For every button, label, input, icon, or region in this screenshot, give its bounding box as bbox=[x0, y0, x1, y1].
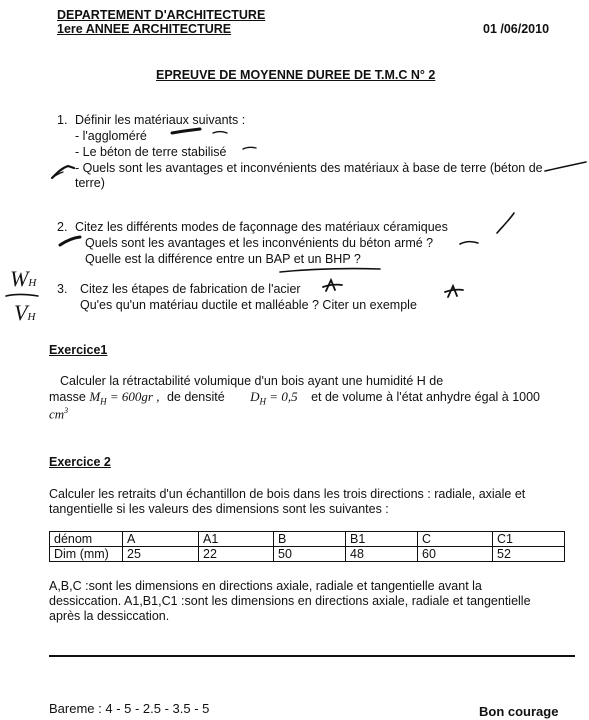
volume-unit: $cm^3$ bbox=[49, 406, 69, 422]
table-cell: A1 bbox=[199, 532, 274, 547]
question-number: 2. bbox=[57, 220, 68, 234]
pen-stroke bbox=[445, 286, 463, 297]
exercise-2-note-line: dessiccation. A1,B1,C1 :sont les dimensions en directions axiale, radiale et tangentielle bbox=[49, 594, 531, 608]
table-cell: B bbox=[274, 532, 346, 547]
table-cell: C1 bbox=[493, 532, 565, 547]
table-cell: Dim (mm) bbox=[50, 547, 123, 562]
pen-stroke bbox=[497, 213, 514, 233]
table-cell: B1 bbox=[346, 532, 418, 547]
handwritten-letter: VH bbox=[14, 300, 36, 325]
question-line: Qu'es qu'un matériau ductile et malléable ? Citer un exemple bbox=[80, 298, 417, 312]
table-cell: 50 bbox=[274, 547, 346, 562]
fraction-bar bbox=[6, 295, 38, 297]
mass-formula: $M_H = 600gr$ , bbox=[89, 389, 160, 407]
question-line: Quelle est la différence entre un BAP et un BHP ? bbox=[85, 252, 361, 266]
handwritten-letter: WH bbox=[10, 266, 37, 291]
question-line: Définir les matériaux suivants : bbox=[75, 113, 246, 127]
question-line: Citez les différents modes de façonnage des matériaux céramiques bbox=[75, 220, 448, 234]
exercise-2-intro-line: Calculer les retraits d'un échantillon de bois dans les trois directions : radiale, axiale et bbox=[49, 487, 526, 501]
table-cell: 25 bbox=[123, 547, 199, 562]
exercise-2-note-line: A,B,C :sont les dimensions en directions axiale, radiale et tangentielle avant la bbox=[49, 579, 482, 593]
exercise-text: masse bbox=[49, 390, 86, 404]
question-line: Quels sont les avantages et les inconvénients du béton armé ? bbox=[85, 236, 434, 250]
table-row bbox=[50, 547, 565, 562]
question-line: terre) bbox=[75, 176, 105, 190]
pen-stroke bbox=[52, 166, 74, 178]
exam-title: EPREUVE DE MOYENNE DUREE DE T.M.C N° 2 bbox=[156, 68, 436, 82]
table-cell: C bbox=[418, 532, 493, 547]
exercise-text: et de volume à l'état anhydre égal à 1000 bbox=[311, 390, 540, 404]
pen-stroke bbox=[323, 280, 342, 291]
question-line: - l'aggloméré bbox=[75, 129, 147, 143]
pen-stroke bbox=[52, 172, 63, 178]
exercise-text: de densité bbox=[166, 390, 225, 404]
pen-stroke bbox=[60, 237, 80, 245]
exercise-2-note-line: après la dessiccation. bbox=[49, 609, 170, 623]
question-number: 1. bbox=[57, 113, 68, 127]
table-cell: 22 bbox=[199, 547, 274, 562]
table-cell: dénom bbox=[50, 532, 123, 547]
academic-year: 1ere ANNEE ARCHITECTURE bbox=[57, 22, 232, 36]
question-line: Citez les étapes de fabrication de l'acier bbox=[80, 282, 301, 296]
table-cell: A bbox=[123, 532, 199, 547]
pen-stroke bbox=[213, 132, 227, 134]
exercise-1-title: Exercice1 bbox=[49, 343, 108, 357]
grading-scale: Bareme : 4 - 5 - 2.5 - 3.5 - 5 bbox=[49, 701, 210, 716]
pen-stroke bbox=[172, 129, 200, 133]
dimensions-table bbox=[49, 531, 565, 562]
table-cell: 48 bbox=[346, 547, 418, 562]
question-number: 3. bbox=[57, 282, 68, 296]
pen-stroke bbox=[545, 162, 586, 171]
closing-message: Bon courage bbox=[479, 704, 559, 719]
exercise-1-formula-line bbox=[49, 389, 540, 407]
exam-date: 01 /06/2010 bbox=[483, 22, 550, 36]
table-row bbox=[50, 532, 565, 547]
footer-divider bbox=[49, 655, 575, 657]
pen-stroke bbox=[460, 242, 478, 244]
department-name: DEPARTEMENT D'ARCHITECTURE bbox=[57, 8, 266, 22]
exercise-1-line: Calculer la rétractabilité volumique d'un bois ayant une humidité H de bbox=[60, 374, 444, 388]
pen-stroke bbox=[243, 147, 256, 149]
question-line: - Le béton de terre stabilisé bbox=[75, 145, 227, 159]
table-cell: 60 bbox=[418, 547, 493, 562]
exercise-2-title: Exercice 2 bbox=[49, 455, 111, 469]
pen-stroke bbox=[280, 269, 380, 272]
table-cell: 52 bbox=[493, 547, 565, 562]
question-line: - Quels sont les avantages et inconvénients des matériaux à base de terre (béton de bbox=[75, 161, 543, 175]
density-formula: $D_H = 0,5$ bbox=[250, 389, 298, 407]
exercise-2-intro-line: tangentielle si les valeurs des dimensions sont les suivantes : bbox=[49, 502, 389, 516]
